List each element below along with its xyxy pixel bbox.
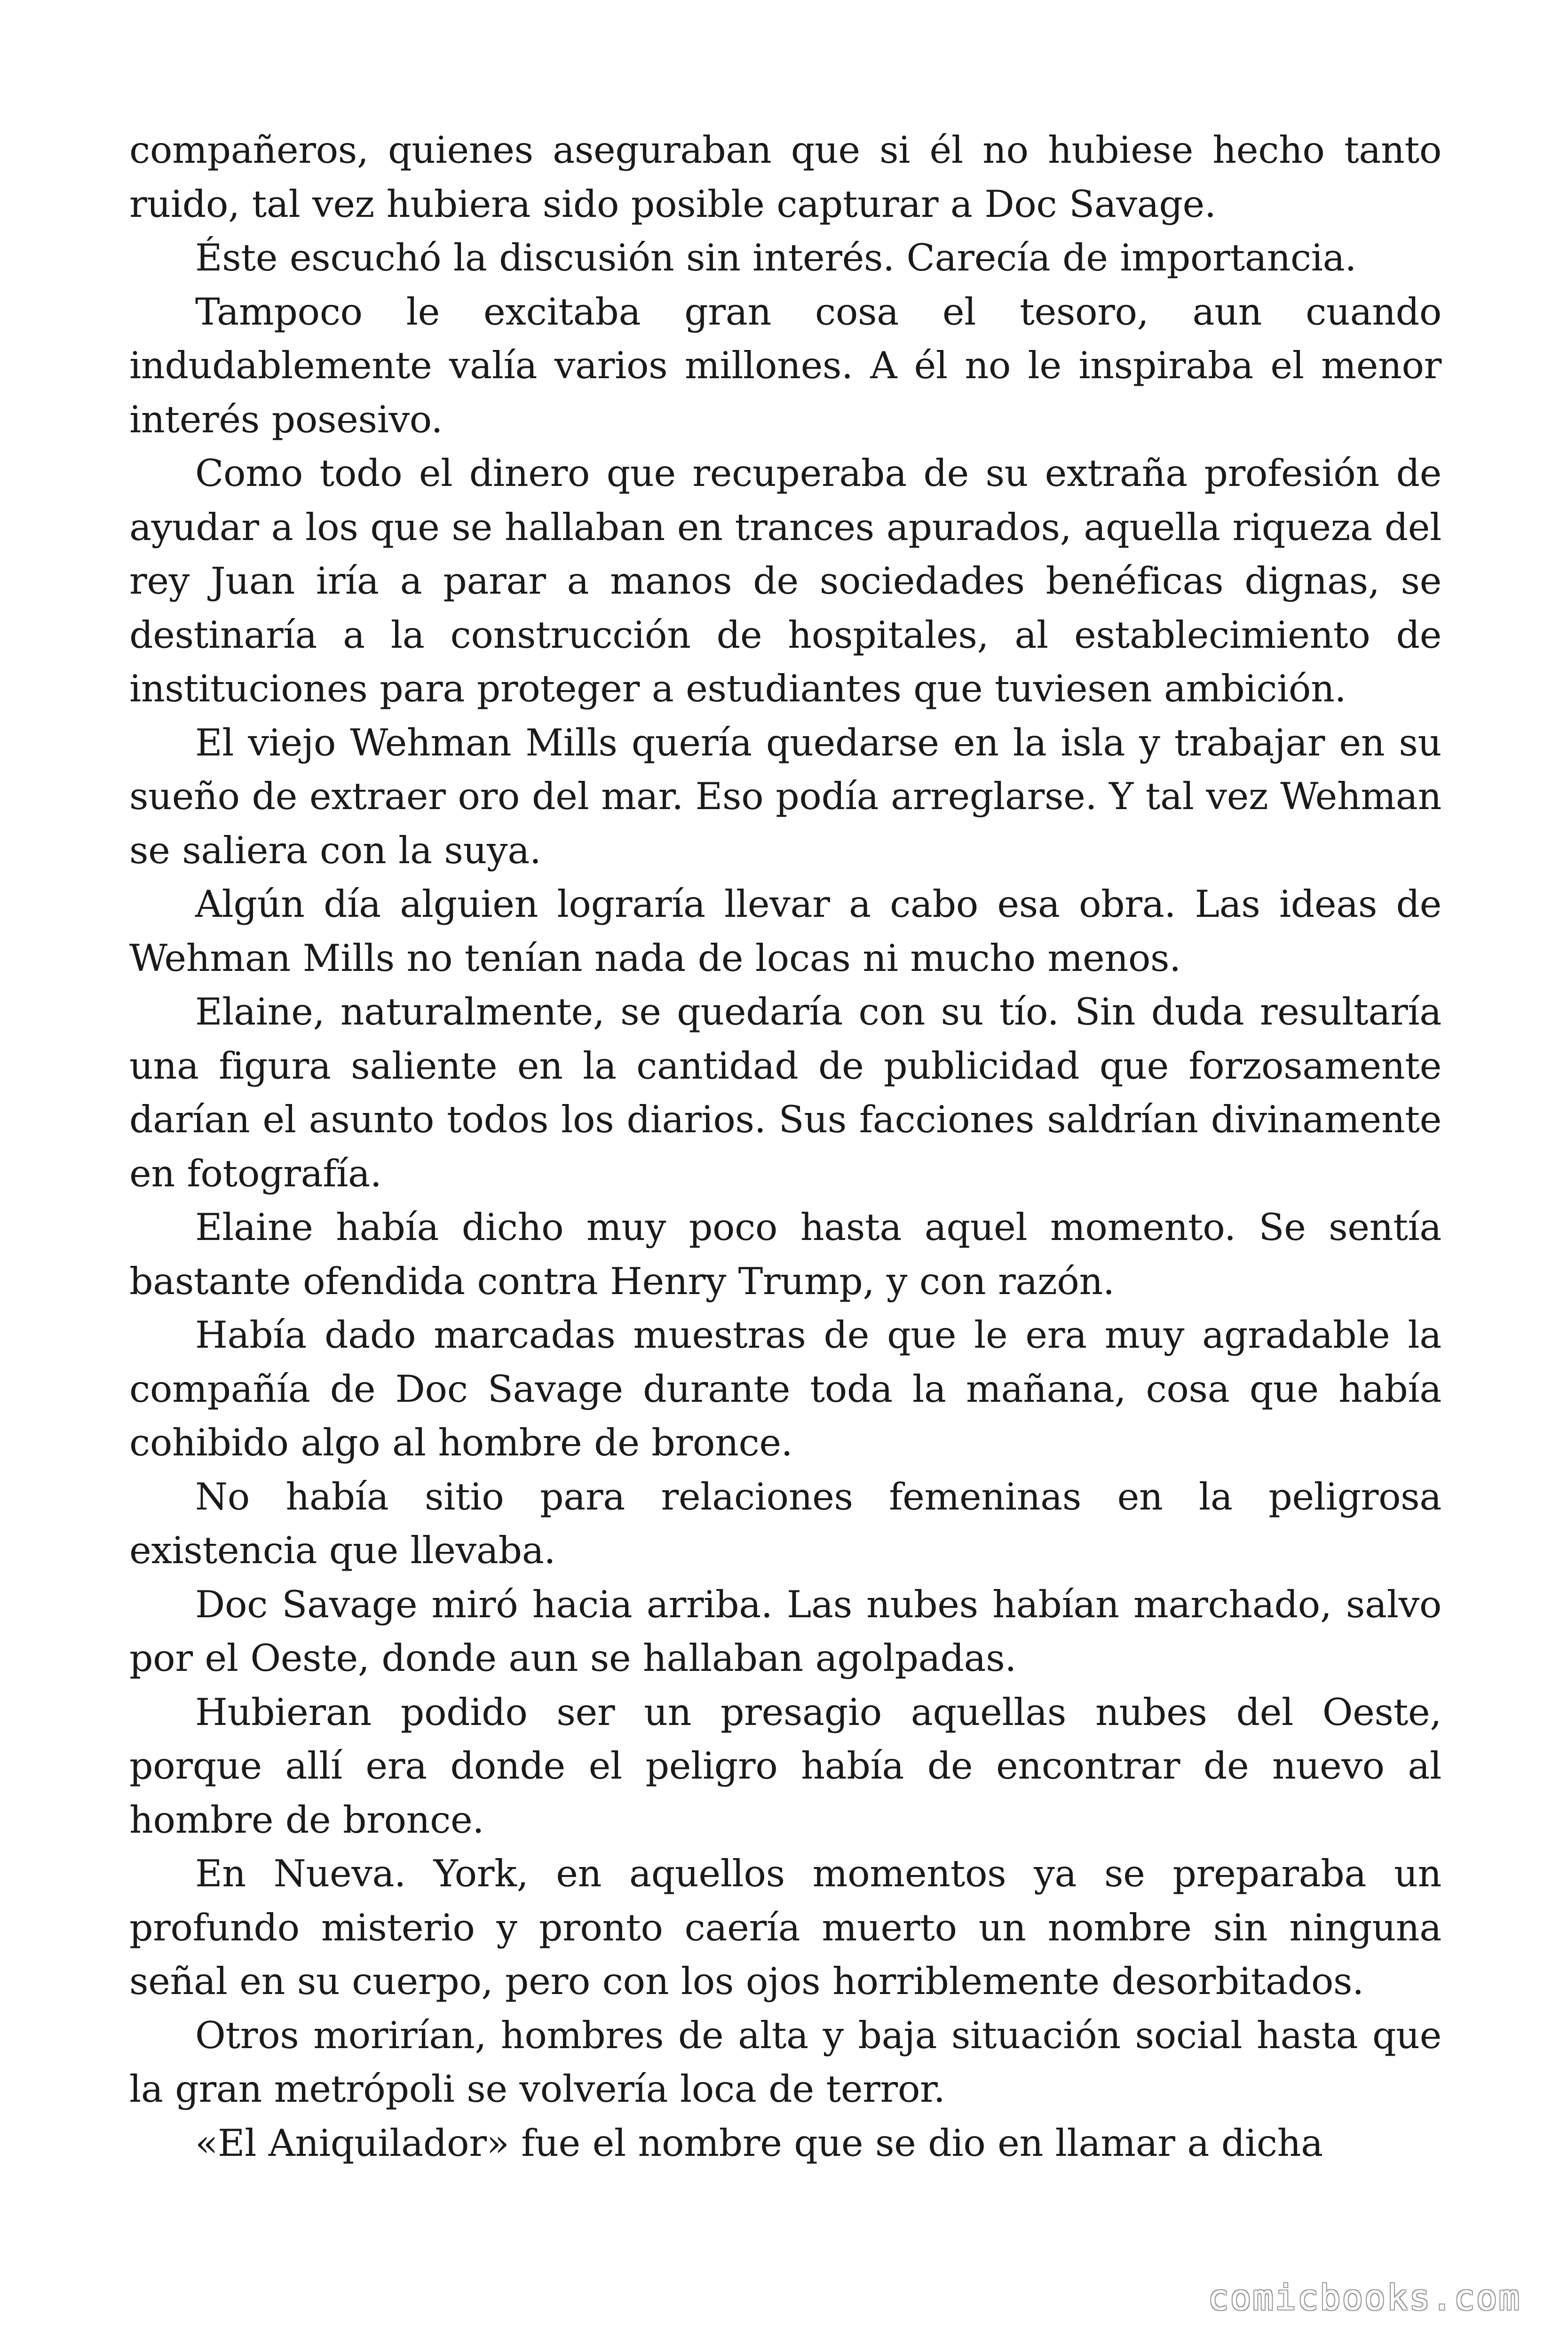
watermark: comicbooks.com: [1208, 2278, 1521, 2318]
paragraph: Había dado marcadas muestras de que le era muy agradable la compañía de Doc Savage durante toda la mañana, cosa que había cohibido algo al hombre de bronce.: [129, 1313, 1441, 1464]
paragraph: Doc Savage miró hacia arriba. Las nubes habían marchado, salvo por el Oeste, donde aun se hallaban agolpadas.: [129, 1582, 1441, 1680]
paragraph: Otros morirían, hombres de alta y baja situación social hasta que la gran metrópoli se volvería loca de terror.: [129, 2013, 1441, 2111]
paragraph-continued: compañeros, quienes aseguraban que si él no hubiese hecho tanto ruido, tal vez hubiera sido posible capturar a Doc Savage.: [129, 128, 1441, 226]
paragraph: Éste escuchó la discusión sin interés. Carecía de importancia.: [195, 236, 1357, 279]
paragraph: Tampoco le excitaba gran cosa el tesoro, aun cuando indudablemente valía varios millones. A él no le inspiraba el menor interés posesivo.: [129, 290, 1441, 441]
paragraph: El viejo Wehman Mills quería quedarse en la isla y trabajar en su sueño de extraer oro del mar. Eso podía arreglarse. Y tal vez Wehman se saliera con la suya.: [129, 721, 1441, 872]
paragraph: Hubieran podido ser un presagio aquellas nubes del Oeste, porque allí era donde el peligro había de encontrar de nuevo al hombre de bronce.: [129, 1690, 1441, 1842]
paragraph-last: «El Aniquilador» fue el nombre que se dio en llamar a dicha: [195, 2121, 1323, 2165]
paragraph: Algún día alguien lograría llevar a cabo esa obra. Las ideas de Wehman Mills no tenían nada de locas ni mucho menos.: [129, 882, 1441, 980]
paragraph: En Nueva. York, en aquellos momentos ya se preparaba un profundo misterio y pronto caería muerto un nombre sin ninguna señal en su cuerpo, pero con los ojos horriblemente desorbitados.: [129, 1852, 1441, 2003]
paragraph: Como todo el dinero que recuperaba de su extraña profesión de ayudar a los que se hallaban en trances apurados, aquella riqueza del rey Juan iría a parar a manos de sociedades benéficas dignas, se destinaría a la construcción de hospitales, al establecimiento de instituciones para proteger a estudiantes que tuviesen ambición.: [129, 452, 1441, 710]
paragraph: Elaine, naturalmente, se quedaría con su tío. Sin duda resultaría una figura saliente en la cantidad de publicidad que forzosamente darían el asunto todos los diarios. Sus facciones saldrían divinamente en fotografía.: [129, 990, 1441, 1195]
paragraph: No había sitio para relaciones femeninas en la peligrosa existencia que llevaba.: [129, 1475, 1441, 1572]
book-page-text: [129, 123, 1441, 2170]
paragraph: Elaine había dicho muy poco hasta aquel momento. Se sentía bastante ofendida contra Henry Trump, y con razón.: [129, 1206, 1441, 1303]
